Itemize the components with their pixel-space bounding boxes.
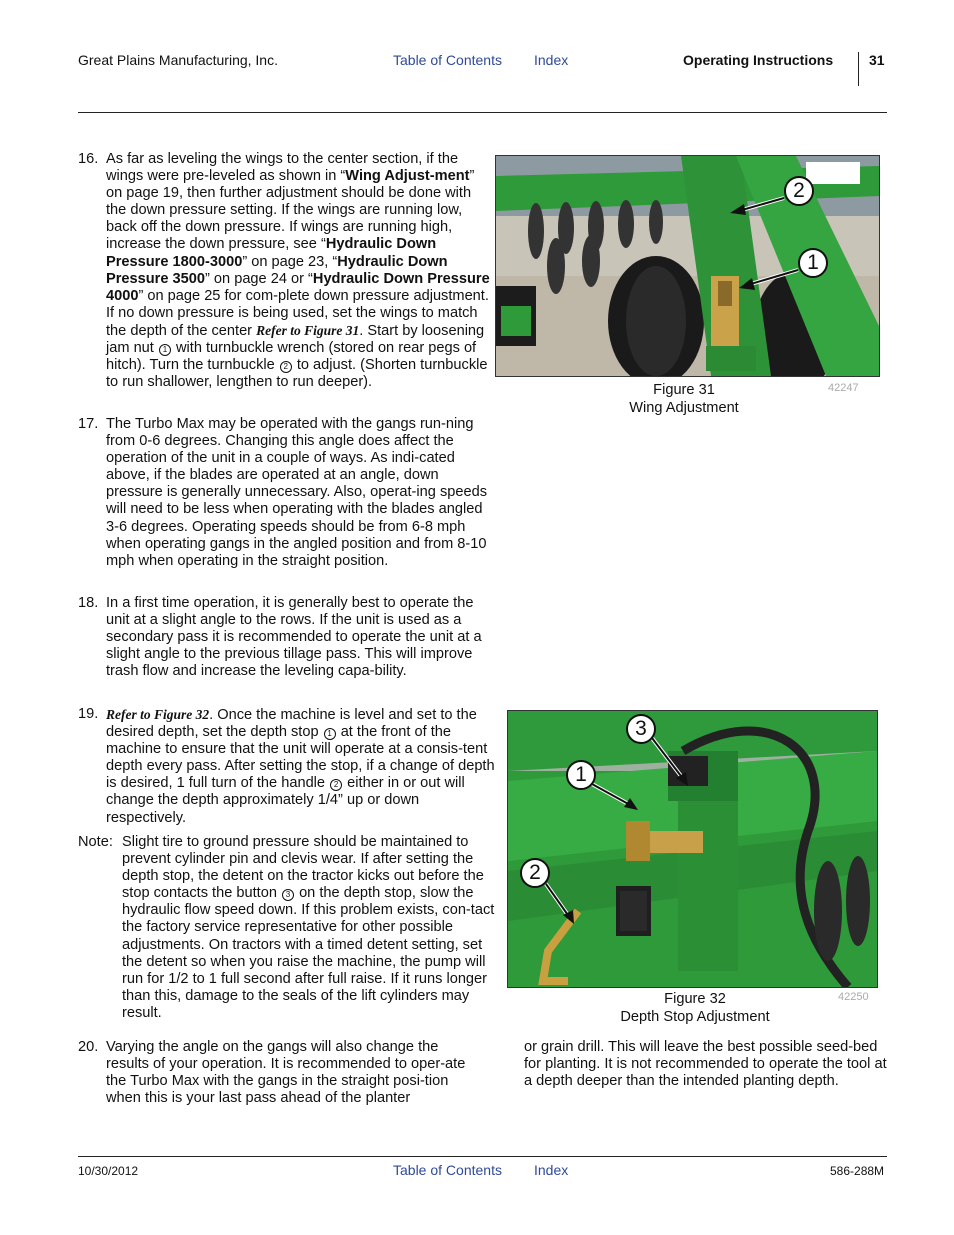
page-number: 31 xyxy=(869,52,885,68)
figure-31-reference[interactable]: Refer to Figure 31 xyxy=(256,322,360,338)
callout-1-symbol: 1 xyxy=(159,344,171,356)
step-number: 19. xyxy=(78,706,99,722)
xref-wing-adjustment[interactable]: Wing Adjust-ment xyxy=(345,168,470,185)
callout-2-symbol: 2 xyxy=(280,361,292,373)
step-body: Varying the angle on the gangs will also change the results of your operation. It is recommended to oper-ate the Turbo Max with the gangs in the straight posi-tion when this is your last pass ahead of the planter xyxy=(106,1039,466,1107)
figure-32-reference[interactable]: Refer to Figure 32 xyxy=(106,707,210,722)
xref-hdp-3500[interactable]: Hydraulic Down Pressure 3500 xyxy=(106,253,448,287)
note-label: Note: xyxy=(78,834,113,850)
step-number: 18. xyxy=(78,595,99,611)
figure-31-title: Wing Adjustment xyxy=(629,400,739,416)
figure-31-callout-1: 1 xyxy=(798,248,828,278)
figure-32-callout-1: 1 xyxy=(566,760,596,790)
figure-32-caption xyxy=(585,990,805,1026)
note-body: Slight tire to ground pressure should be maintained to prevent cylinder pin and clevis wear. If after setting the depth stop, the detent on the tractor kicks out before the stop contacts the button 3 on the depth stop, slow the hydraulic flow speed down. If this problem exists, con-tact the factory service representative for other possible adjustments. On tractors with a timed detent setting, set the detent so when you raise the machine, the pump will run for 1/2 to 1 full second after full raise. If it runs longer than this, damage to the seals of the lift cylinders may result. xyxy=(122,834,495,1021)
step-body: Refer to Figure 32. Once the machine is level and set to the desired depth, set the depth stop 1 at the front of the machine to ensure that the unit will operate at a consis-tent depth every pass. After setting the stop, if a change of depth is desired, 1 full turn of the handle 2 either in or out will change the depth approximately 1/4” up or down respectively. xyxy=(106,707,495,826)
footer-toc-link[interactable]: Table of Contents xyxy=(393,1162,502,1178)
figure-32-callout-3: 3 xyxy=(626,714,656,744)
step-body: The Turbo Max may be operated with the gangs run-ning from 0-6 degrees. Changing this angle does affect the operation of the unit in a couple of ways. As indi-cated above, if the blades are operated at an angle, down pressure is generally unnecessary. Also, operat-ing speeds will need to be less when operating with the blades angled 3-6 degrees. Operating speeds should be from 6-8 mph when operating gangs in the angled position and from 8-10 mph when operating in the straight position. xyxy=(106,416,487,569)
callout-1-symbol: 1 xyxy=(324,728,336,740)
footer-date: 10/30/2012 xyxy=(78,1164,139,1178)
footer-doc-number: 586-288M xyxy=(830,1164,885,1178)
footer-index-link[interactable]: Index xyxy=(534,1162,569,1178)
step-body: In a first time operation, it is generally best to operate the unit at a slight angle to the rows. If the unit is used as a secondary pass it is recommended to operate the unit at a slight angle to the previous tillage pass. This will improve trash flow and increase the leveling capa-bility. xyxy=(106,595,482,680)
header-toc-link[interactable]: Table of Contents xyxy=(393,52,502,68)
company-name: Great Plains Manufacturing, Inc. xyxy=(78,52,278,68)
step-20-continued: or grain drill. This will leave the best possible seed-bed for planting. It is not recommended to operate the tool at a depth deeper than the intended planting depth. xyxy=(524,1039,887,1090)
figure-32-image-number: 42250 xyxy=(838,991,869,1003)
step-number: 17. xyxy=(78,416,99,432)
xref-hdp-1800[interactable]: Hydraulic Down Pressure 1800-3000 xyxy=(106,236,437,270)
step-number: 16. xyxy=(78,151,99,167)
step-number: 20. xyxy=(78,1039,99,1055)
figure-31-image-number: 42247 xyxy=(828,382,859,394)
xref-hdp-4000[interactable]: Hydraulic Down Pressure 4000 xyxy=(106,270,490,304)
step-body: As far as leveling the wings to the center section, if the wings were pre-leveled as shown in “Wing Adjust-ment” on page 19, then further adjustment should be done with the down pressure setting. If the wings are running low, back off the down pressure. If wings are running high, increase the down pressure, see “Hydraulic Down Pressure 1800-3000” on page 23, “Hydraulic Down Pressure 3500” on page 24 or “Hydraulic Down Pressure 4000” on page 25 for com-plete down pressure adjustment. If no down pressure is being used, set the wings to match the depth of the center Refer to Figure 31. Start by loosening jam nut 1 with turnbuckle wrench (stored on rear pegs of hitch). Turn the turnbuckle 2 to adjust. (Shorten turnbuckle to run shallower, lengthen to run deeper). xyxy=(106,151,490,391)
figure-32-callout-2: 2 xyxy=(520,858,550,888)
section-title: Operating Instructions xyxy=(683,52,834,68)
callout-3-symbol: 3 xyxy=(282,889,294,901)
figure-32-label: Figure 32 xyxy=(664,991,726,1007)
footer-rule xyxy=(78,1156,887,1157)
callout-2-symbol: 2 xyxy=(330,779,342,791)
header-index-link[interactable]: Index xyxy=(534,52,569,68)
figure-31-callout-2: 2 xyxy=(784,176,814,206)
figure-31-label: Figure 31 xyxy=(653,382,715,398)
figure-32-title: Depth Stop Adjustment xyxy=(620,1009,770,1025)
